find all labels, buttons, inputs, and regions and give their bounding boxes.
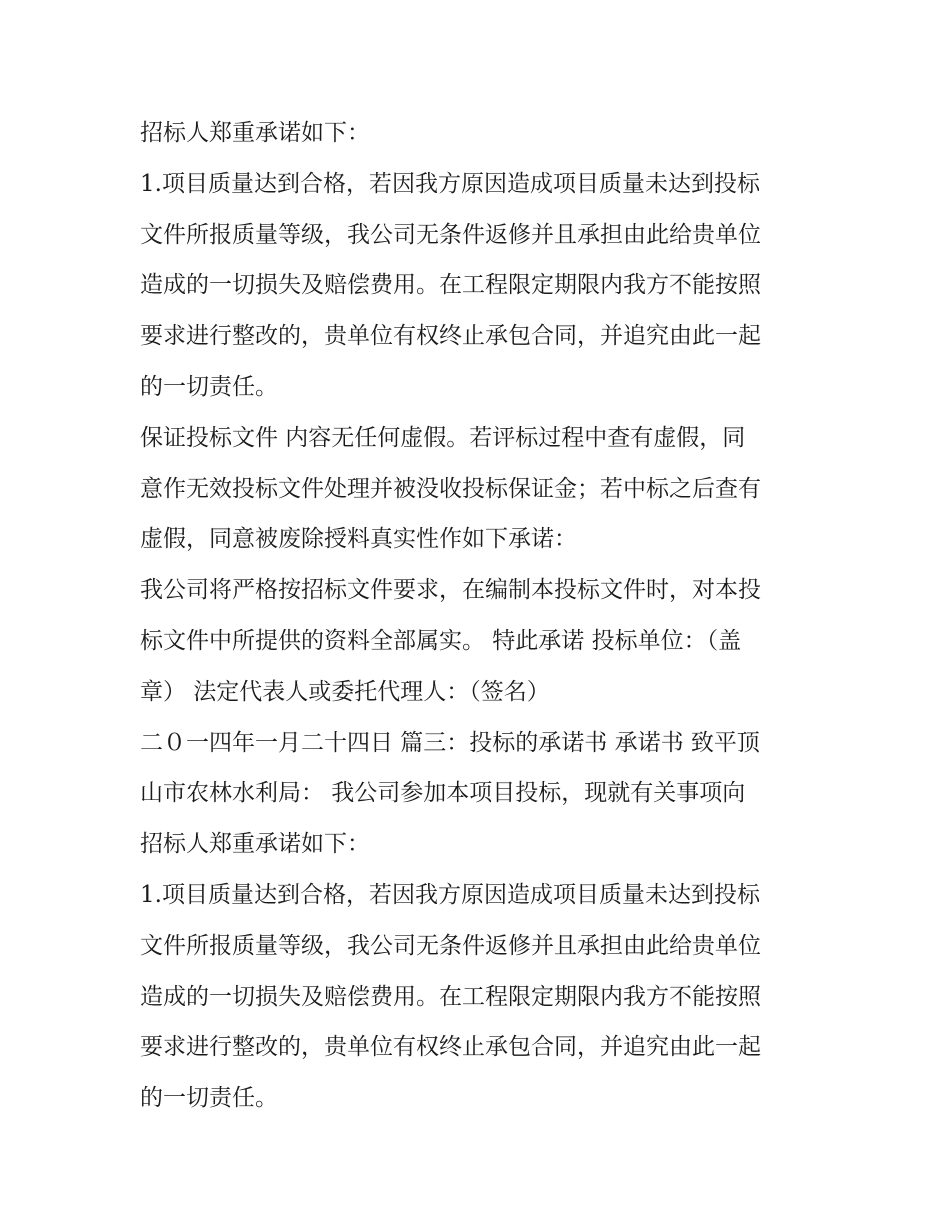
- text-line: 1.项目质量达到合格，若因我方原因造成项目质量未达到投标: [140, 170, 760, 197]
- text-line: 造成的一切损失及赔偿费用。在工程限定期限内我方不能按照: [140, 272, 761, 299]
- text-line: 二０一四年一月二十四日 篇三：投标的承诺书 承诺书 致平顶: [140, 729, 760, 756]
- text-line: 的一切责任。: [140, 373, 278, 400]
- text-line: 意作无效投标文件处理并被没收投标保证金；若中标之后查有: [140, 475, 761, 502]
- text-line: 虚假，同意被废除授料真实性作如下承诺：: [140, 526, 577, 553]
- text-line: 造成的一切损失及赔偿费用。在工程限定期限内我方不能按照: [140, 983, 761, 1010]
- text-line: 的一切责任。: [140, 1085, 278, 1112]
- text-line: 要求进行整改的，贵单位有权终止承包合同，并追究由此一起: [140, 1034, 761, 1061]
- text-line: 招标人郑重承诺如下：: [140, 120, 370, 146]
- text-line: 标文件中所提供的资料全部属实。 特此承诺 投标单位：（盖: [140, 627, 742, 654]
- text-line: 章） 法定代表人或委托代理人：（签名）: [140, 678, 550, 705]
- text-line: 文件所报质量等级，我公司无条件返修并且承担由此给贵单位: [140, 221, 761, 248]
- text-line: 我公司将严格按招标文件要求，在编制本投标文件时，对本投: [140, 577, 761, 604]
- text-line: 保证投标文件 内容无任何虚假。若评标过程中查有虚假，同: [140, 424, 746, 451]
- text-line: 招标人郑重承诺如下：: [140, 831, 370, 858]
- text-line: 要求进行整改的，贵单位有权终止承包合同，并追究由此一起: [140, 323, 761, 350]
- text-line: 山市农林水利局： 我公司参加本项目投标，现就有关事项向: [140, 780, 746, 807]
- text-line: 文件所报质量等级，我公司无条件返修并且承担由此给贵单位: [140, 932, 761, 959]
- document-body: [140, 108, 830, 1124]
- text-line: 1.项目质量达到合格，若因我方原因造成项目质量未达到投标: [140, 881, 760, 908]
